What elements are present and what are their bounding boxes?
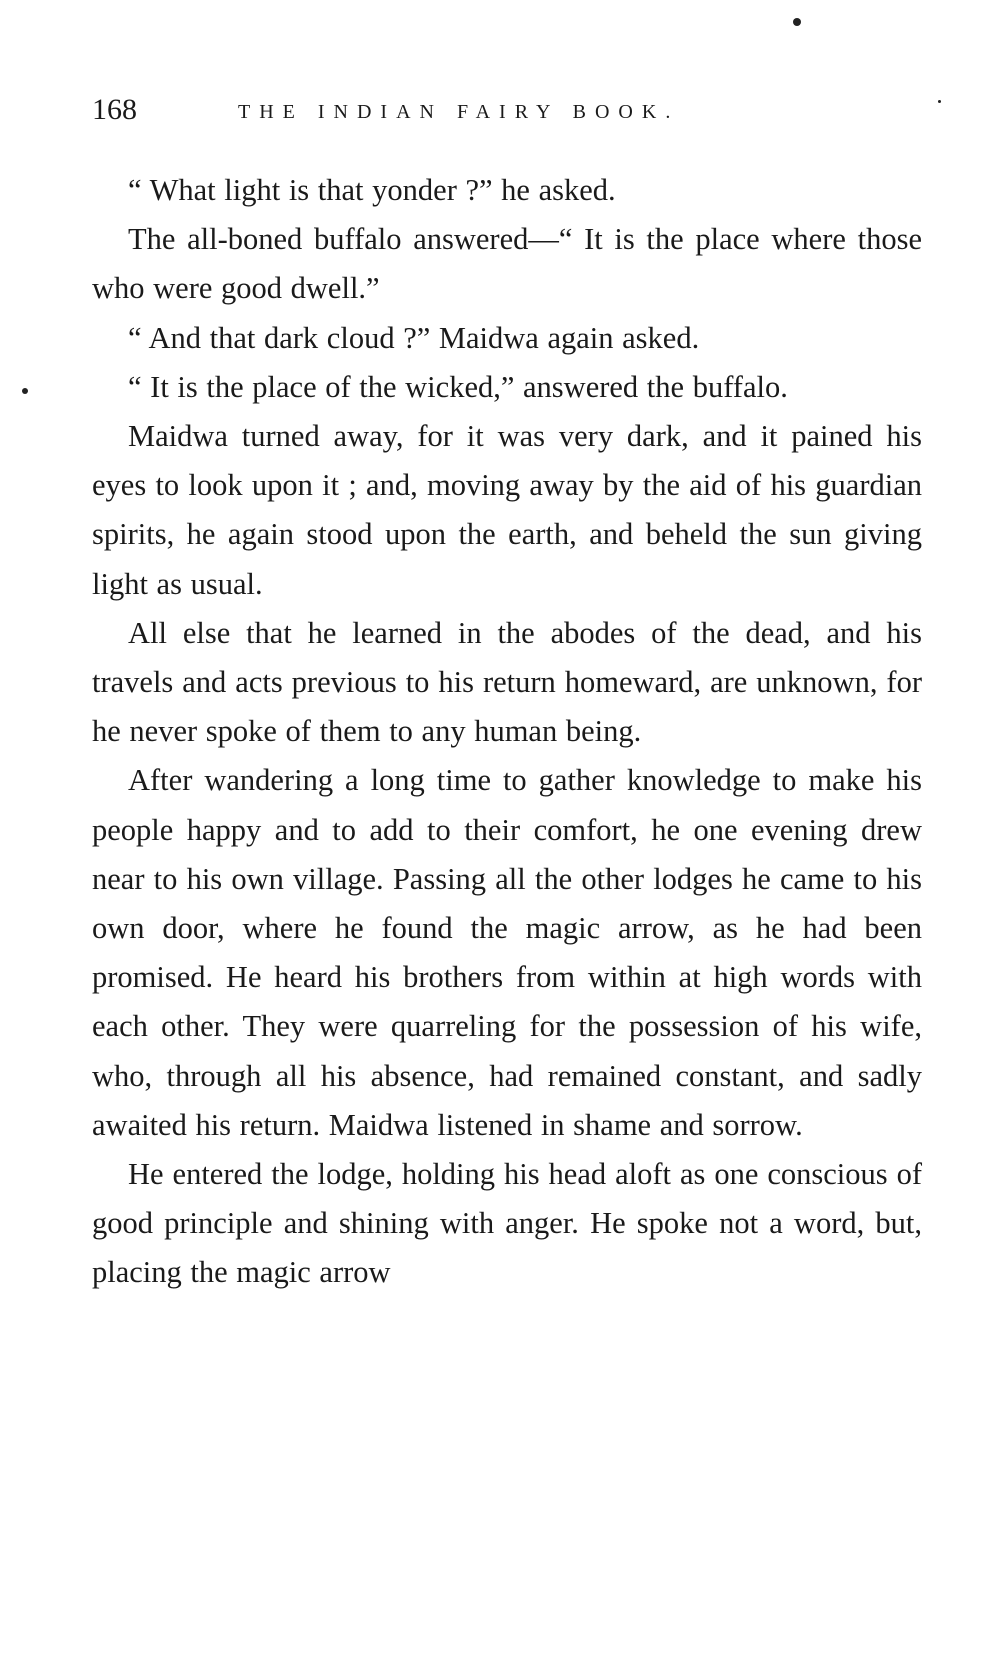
paragraph: All else that he learned in the abodes of the dead, and his travels and acts previous to his return homeward, are unknown, for he never spoke of them to any human being.	[92, 615, 922, 749]
print-speck-left-margin	[22, 388, 28, 394]
print-speck-top-right	[793, 18, 801, 26]
page-header	[92, 88, 922, 132]
page-number: 168	[92, 93, 137, 126]
paragraph: After wandering a long time to gather knowledge to make his people happy and to add to their comfort, he one evening drew near to his own village. Passing all the other lodges he came to his own door, where he found the magic arrow, as he had been promised. He heard his brothers from within at high words with each other. They were quarreling for the possession of his wife, who, through all his absence, had remained constant, and sadly awaited his return. Maidwa listened in shame and sorrow.	[92, 763, 922, 1142]
running-title: THE INDIAN FAIRY BOOK.	[238, 101, 680, 123]
body-text	[92, 166, 922, 1298]
paragraph: “ What light is that yonder ?” he asked.	[128, 173, 616, 207]
paragraph: “ And that dark cloud ?” Maidwa again asked.	[128, 320, 700, 355]
print-speck-corner	[938, 100, 941, 103]
paragraph: “ It is the place of the wicked,” answered the buffalo.	[128, 369, 788, 404]
paragraph: The all-boned buffalo answered—“ It is the place where those who were good dwell.”	[92, 222, 922, 306]
paragraph: Maidwa turned away, for it was very dark, and it pained his eyes to look upon it ; and, moving away by the aid of his guardian spirits, he again stood upon the earth, and beheld the sun giving light as usual.	[92, 419, 922, 601]
paragraph: He entered the lodge, holding his head aloft as one conscious of good principle and shining with anger. He spoke not a word, but, placing the magic arrow	[92, 1157, 922, 1290]
